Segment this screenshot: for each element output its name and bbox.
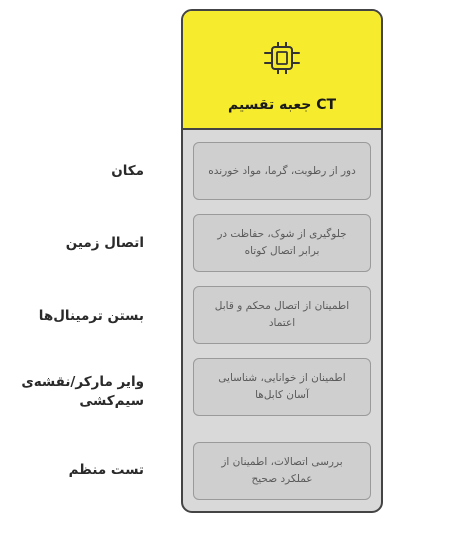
item-description-location: دور از رطوبت، گرما، مواد خورنده [193, 142, 371, 200]
chip-icon [263, 42, 301, 74]
card-title: CT جعبه تقسیم [227, 97, 337, 113]
item-description-testing: بررسی اتصالات، اطمینان از عملکرد صحیح [193, 442, 371, 500]
label-grounding: اتصال زمین [65, 235, 144, 251]
item-description-terminals: اطمینان از اتصال محکم و قابل اعتماد [193, 286, 371, 344]
label-location: مکان [111, 163, 144, 179]
item-description-wire-marker: اطمینان از خوانایی، شناسایی آسان کابل‌ها [193, 358, 371, 416]
item-description-grounding: جلوگیری از شوک، حفاظت در برابر اتصال کوتاه [193, 214, 371, 272]
card-header [183, 11, 381, 130]
label-testing: تست منظم [68, 462, 144, 478]
label-wire-marker: وایر مارکر/نقشه‌ی سیم‌کشی [21, 374, 144, 409]
label-terminals: بستن ترمینال‌ها [38, 308, 144, 324]
ct-junction-box-card [181, 9, 383, 513]
